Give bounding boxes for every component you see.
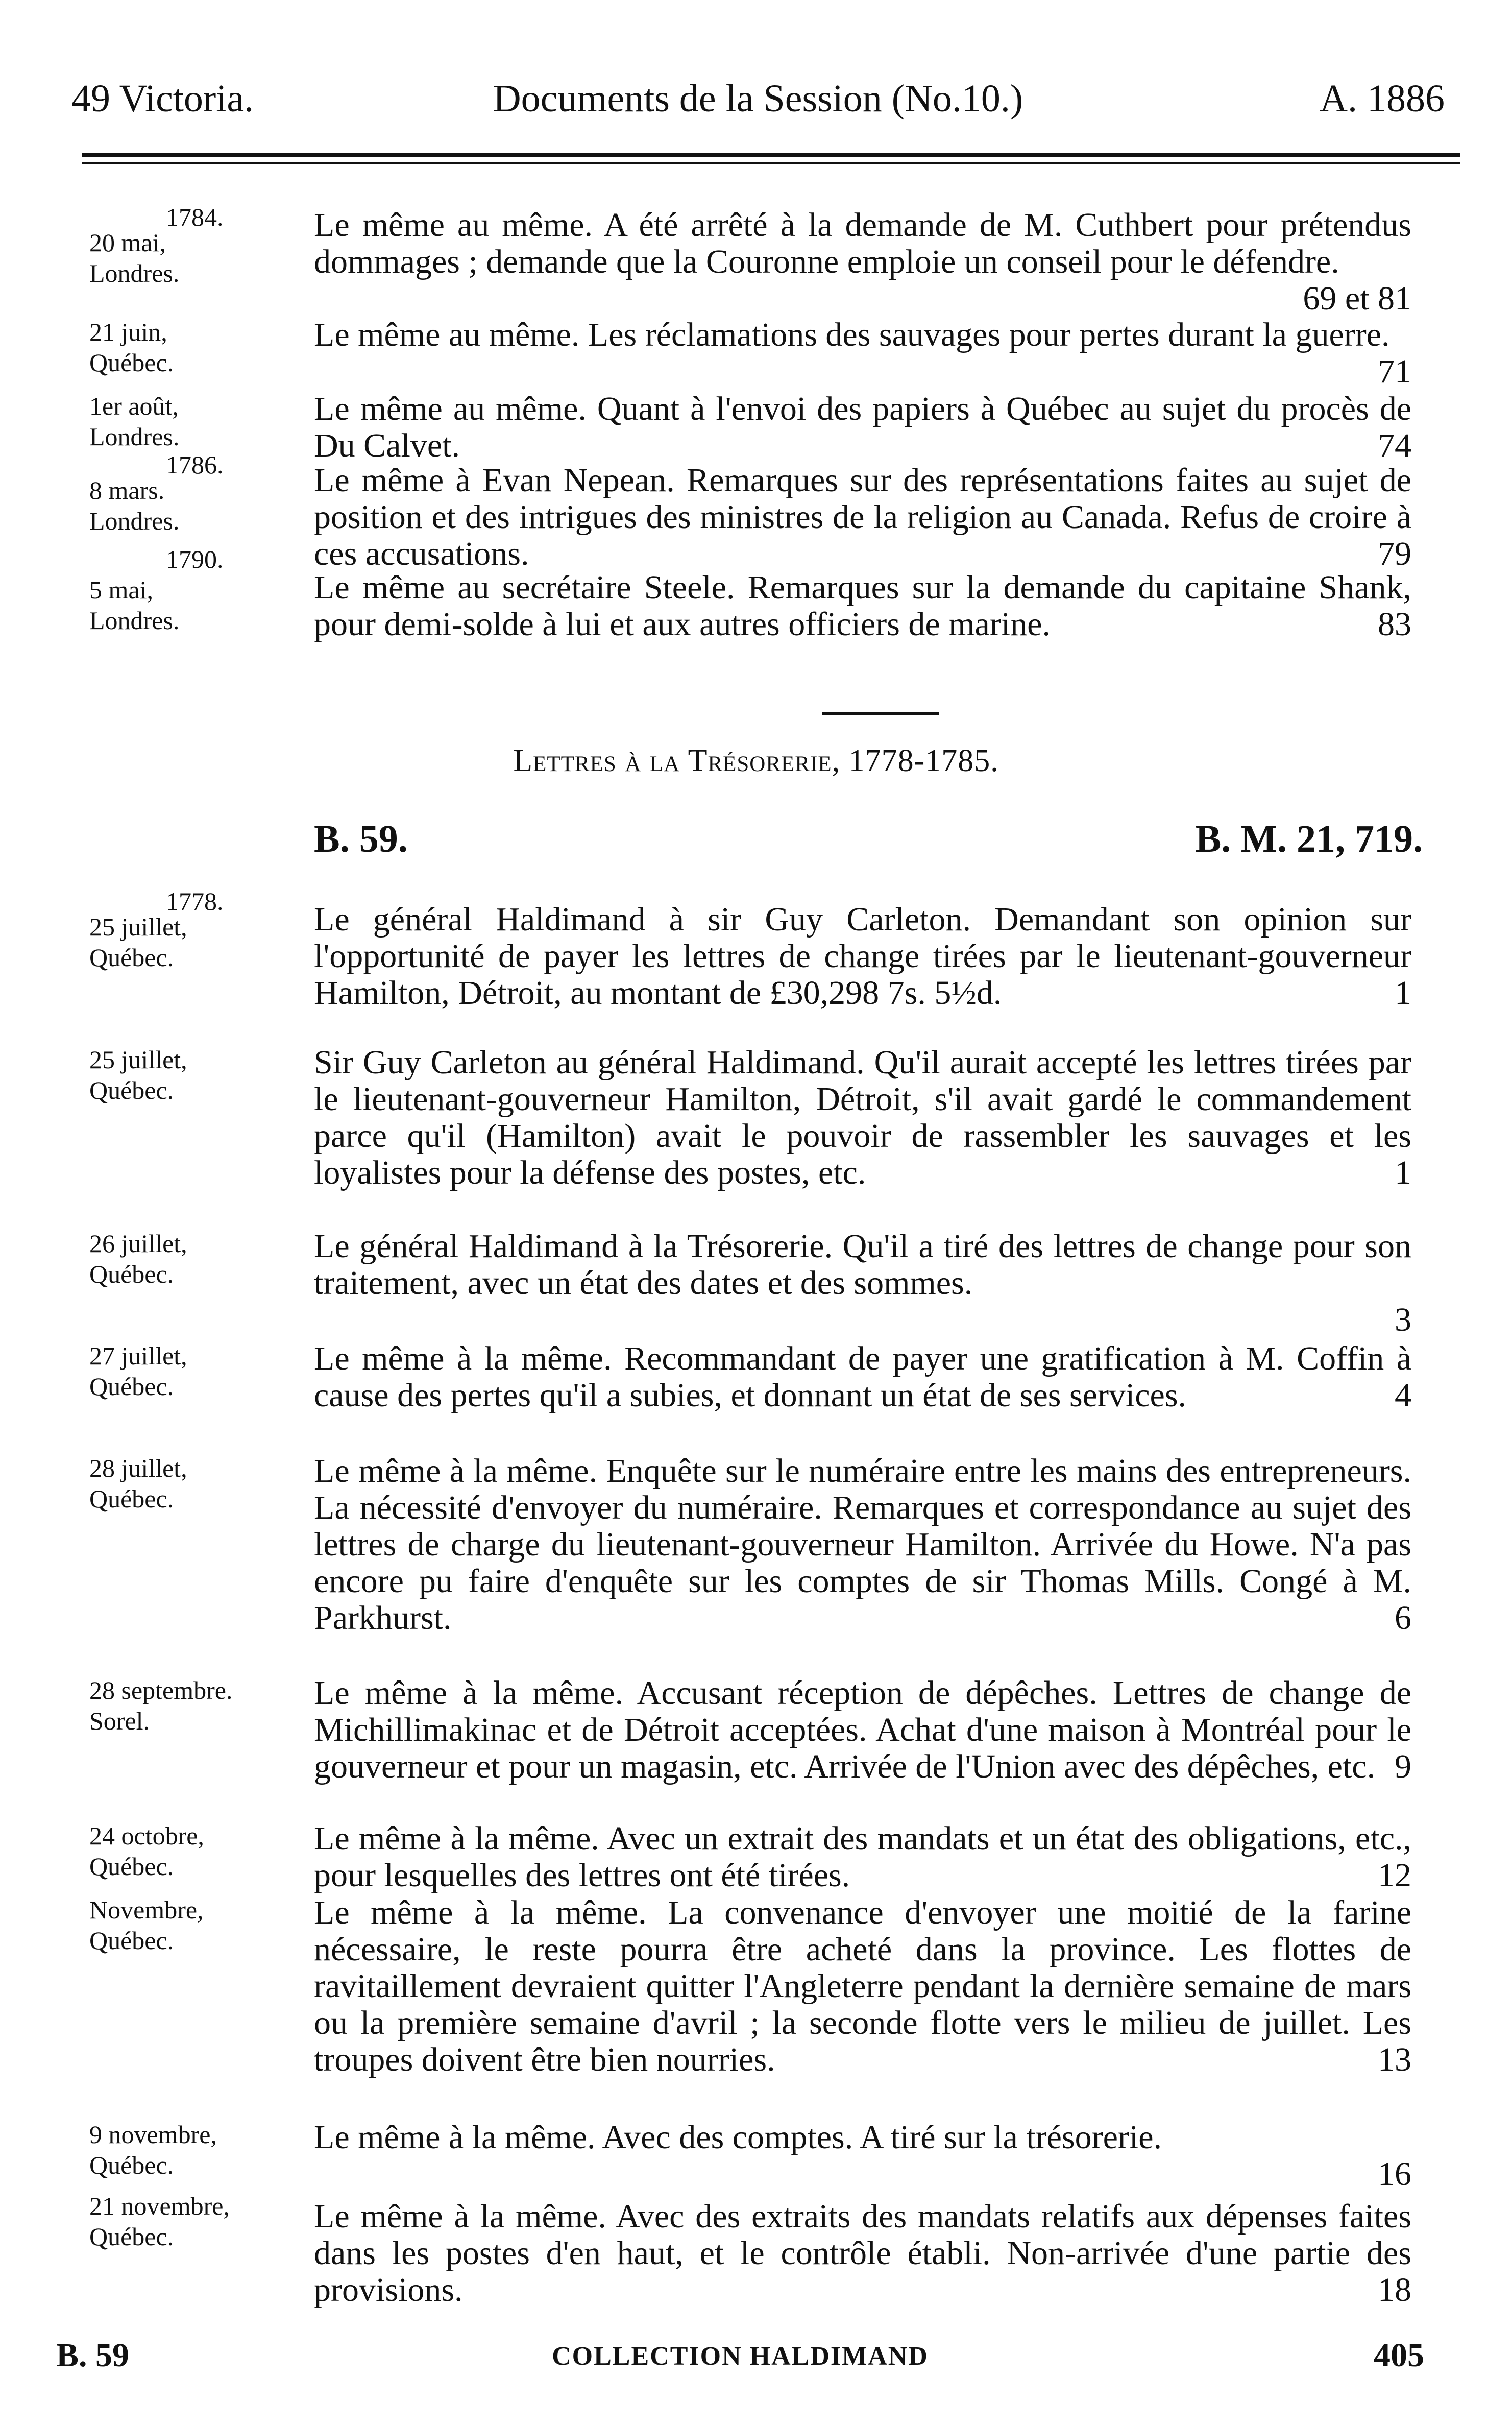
entry-date: 8 mars. Londres. xyxy=(89,476,180,535)
entry-date: 27 juillet, Québec. xyxy=(89,1341,187,1401)
entry-text: Le même au même. A été arrêté à la demande de M. Cuthbert pour prétendus dommages ; demande que la Couronne emploie un conseil pour le défendre. xyxy=(314,206,1411,280)
entry-text: Le même à la même. Avec un extrait des mandats et un état des obligations, etc., pour lesquelles des lettres ont été tirées. xyxy=(314,1820,1411,1894)
entry-page: 83 xyxy=(1378,606,1411,643)
entry-text: Le même à la même. Accusant réception de dépêches. Lettres de change de Michillimakinac et de Détroit acceptées. Achat d'une maison à Montréal pour le gouverneur et pour un magasin, etc. Arrivée de l'Union avec des dépêches, etc. xyxy=(314,1674,1411,1785)
entry-date: 9 novembre, Québec. xyxy=(89,2120,217,2179)
section-ref-left: B. 59. xyxy=(314,818,408,860)
entry-page: 71 xyxy=(1378,353,1411,390)
entry-page: 18 xyxy=(1378,2271,1411,2309)
page-number: 405 xyxy=(1374,2337,1424,2374)
section-ref-right: B. M. 21, 719. xyxy=(1195,818,1423,860)
entry-year: 1778. xyxy=(166,887,224,916)
entry-text: Le même à la même. Enquête sur le numéraire entre les mains des entrepreneurs. La nécessité d'envoyer du numéraire. Remarques et correspondance au sujet des lettres de charge du lieutenant-gouverneur Hamilton. Arrivée du Howe. N'a pas encore pu faire d'enquête sur les comptes de sir Thomas Mills. Congé à M. Parkhurst. xyxy=(314,1452,1411,1637)
entry-text: Le même à la même. Avec des comptes. A tiré sur la trésorerie. xyxy=(314,2119,1162,2156)
entry-date: 21 juin, Québec. xyxy=(89,318,174,377)
entry-date: 28 septembre. Sorel. xyxy=(89,1676,233,1735)
header-title: Documents de la Session (No.10.) xyxy=(493,77,1023,120)
entry-text: Le même à la même. La convenance d'envoyer une moitié de la farine nécessaire, le reste pourra être acheté dans la province. Les flottes de ravitaillement devraient quitter l'Angleterre pendant la dernière semaine de mars ou la première semaine d'avril ; la seconde flotte vers le milieu de juillet. Les troupes doivent être bien nourries. xyxy=(314,1894,1411,2078)
header-rule-thin xyxy=(82,162,1460,164)
entry-page: 69 et 81 xyxy=(1303,280,1411,317)
entry-page: 12 xyxy=(1378,1857,1411,1894)
footer-ref: B. 59 xyxy=(56,2337,130,2374)
entry-text: Le même au même. Quant à l'envoi des papiers à Québec au sujet du procès de Du Calvet. xyxy=(314,390,1411,464)
entry-page: 79 xyxy=(1378,535,1411,572)
entry-page: 74 xyxy=(1378,427,1411,464)
page-footer xyxy=(56,2336,1424,2382)
section-divider xyxy=(822,712,939,715)
entry-year: 1786. xyxy=(166,450,224,479)
header-regnal-year: 49 Victoria. xyxy=(71,77,254,120)
entry-date: Novembre, Québec. xyxy=(89,1895,204,1955)
entry-year: 1784. xyxy=(166,203,224,231)
entry-date: 24 octobre, Québec. xyxy=(89,1821,204,1881)
entry-text: Sir Guy Carleton au général Haldimand. Qu'il aurait accepté les lettres tirées par le lieutenant-gouverneur Hamilton, Détroit, s'il avait gardé le commandement parce qu'il (Hamilton) avait le pouvoir de rassembler les sauvages et les loyalistes pour la défense des postes, etc. xyxy=(314,1044,1411,1191)
entry-text: Le même à Evan Nepean. Remarques sur des représentations faites au sujet de position et des intrigues des ministres de la religion au Canada. Refus de croire à ces accusations. xyxy=(314,462,1411,572)
entry-year: 1790. xyxy=(166,545,224,573)
entry-date: 5 mai, Londres. xyxy=(89,575,180,635)
entry-page: 9 xyxy=(1395,1748,1411,1785)
page-header xyxy=(71,77,1445,138)
entry-page: 1 xyxy=(1395,974,1411,1012)
entry-page: 13 xyxy=(1378,2041,1411,2078)
entry-date: 20 mai, Londres. xyxy=(89,228,180,287)
entry-text: Le général Haldimand à sir Guy Carleton. Demandant son opinion sur l'opportunité de payer les lettres de change tirées par le lieutenant-gouverneur Hamilton, Détroit, au montant de £30,298 7s. 5½d. xyxy=(314,901,1411,1012)
footer-collection: COLLECTION HALDIMAND xyxy=(552,2342,929,2371)
entry-date: 28 juillet, Québec. xyxy=(89,1454,187,1513)
entry-page: 1 xyxy=(1395,1154,1411,1191)
entry-text: Le même à la même. Recommandant de payer une gratification à M. Coffin à cause des pertes qu'il a subies, et donnant un état de ses services. xyxy=(314,1340,1411,1414)
entry-page: 3 xyxy=(1395,1301,1411,1338)
section-title: Lettres à la Trésorerie, 1778-1785. xyxy=(513,743,999,778)
entry-date: 25 juillet, Québec. xyxy=(89,1045,187,1104)
entry-date: 26 juillet, Québec. xyxy=(89,1229,187,1288)
header-year: A. 1886 xyxy=(1320,77,1445,120)
header-rule-thick xyxy=(82,153,1460,157)
entry-page: 6 xyxy=(1395,1599,1411,1637)
entry-date: 21 novembre, Québec. xyxy=(89,2192,230,2251)
entry-date: 1er août, Londres. xyxy=(89,392,180,451)
entry-page: 4 xyxy=(1395,1377,1411,1414)
entry-text: Le même au secrétaire Steele. Remarques sur la demande du capitaine Shank, pour demi-solde à lui et aux autres officiers de marine. xyxy=(314,569,1411,643)
entry-page: 16 xyxy=(1378,2155,1411,2193)
entry-text: Le même au même. Les réclamations des sauvages pour pertes durant la guerre. xyxy=(314,316,1390,353)
entry-text: Le général Haldimand à la Trésorerie. Qu'il a tiré des lettres de change pour son traitement, avec un état des dates et des sommes. xyxy=(314,1228,1411,1302)
entry-text: Le même à la même. Avec des extraits des mandats relatifs aux dépenses faites dans les postes d'en haut, et le contrôle établi. Non-arrivée d'une partie des provisions. xyxy=(314,2198,1411,2309)
entry-date: 25 juillet, Québec. xyxy=(89,912,187,972)
